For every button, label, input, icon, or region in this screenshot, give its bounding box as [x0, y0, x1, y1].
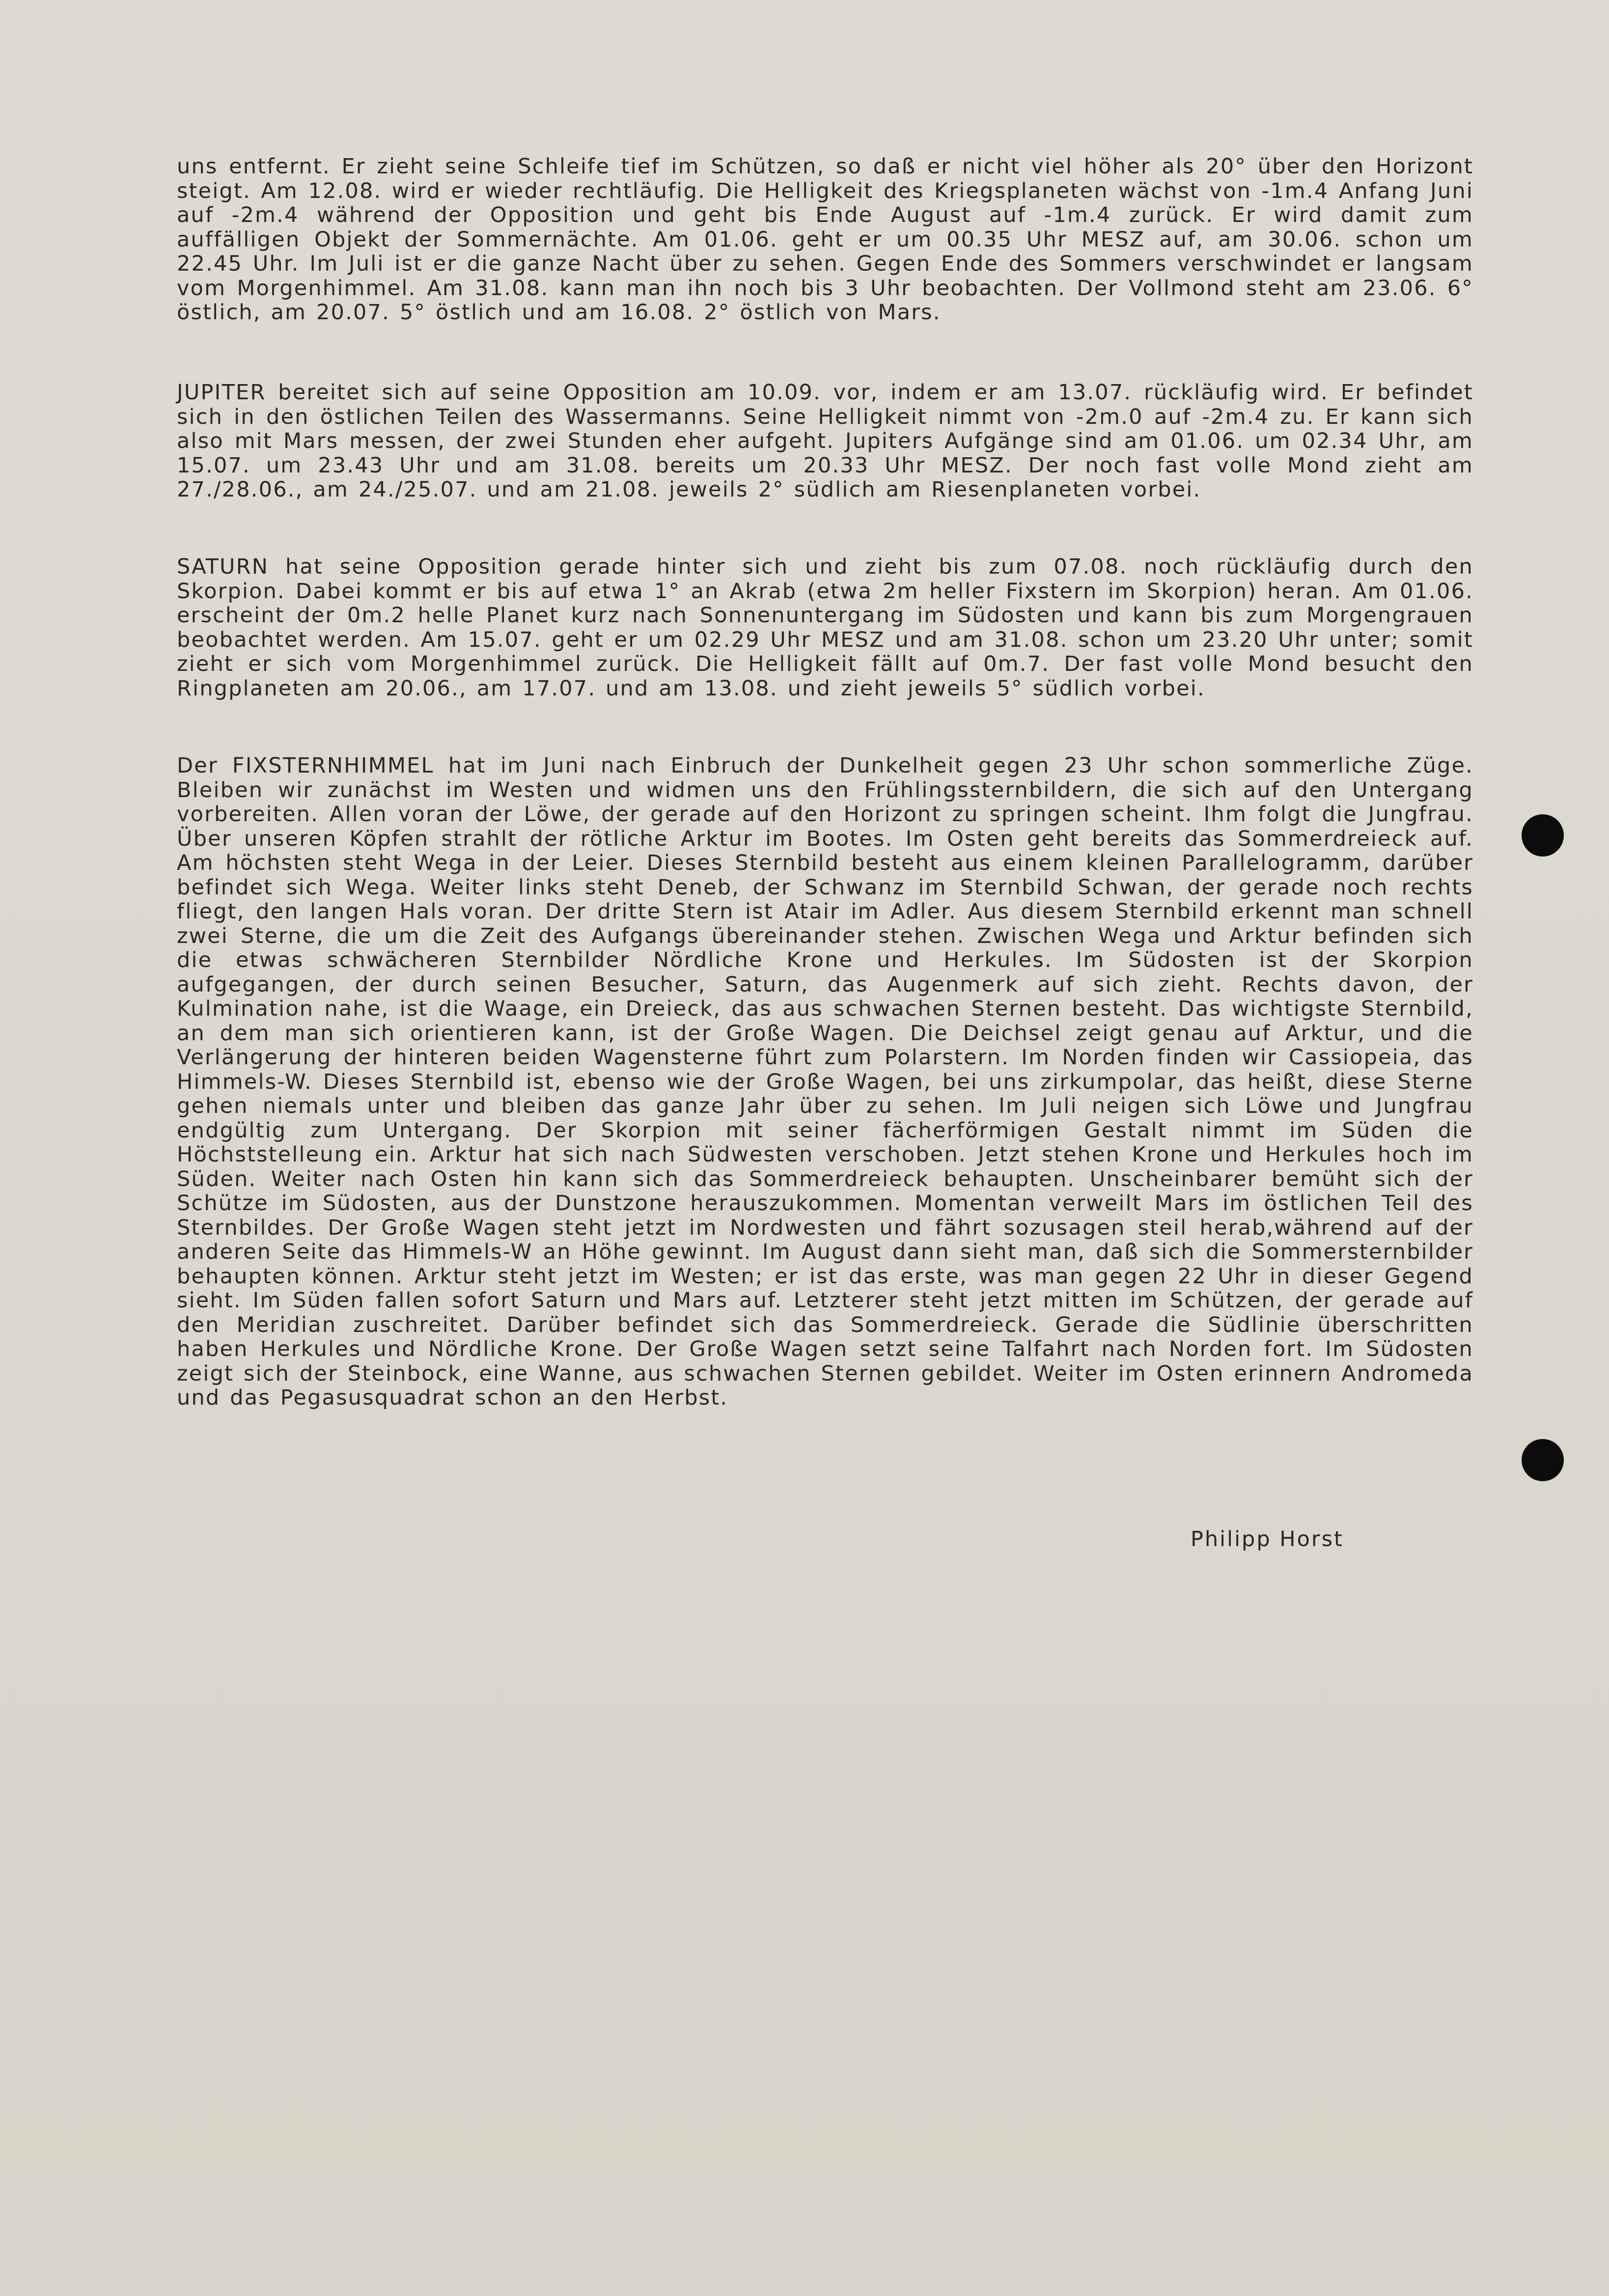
paragraph-mars: uns entfernt. Er zieht seine Schleife tief im Schützen, so daß er nicht viel höher als 20° über den Horizont steigt. Am 12.08. wird er wieder rechtläufig. Die Helligkeit des Kriegsplaneten wächst von -1m.4 Anfang Juni auf -2m.4 während der Opposition und geht bis Ende August auf -1m.4 zurück. Er wird damit zum auffälligen Objekt der Sommernächte. Am 01.06. geht er um 00.35 Uhr MESZ auf, am 30.06. schon um 22.45 Uhr. Im Juli ist er die ganze Nacht über zu sehen. Gegen Ende des Sommers verschwindet er langsam vom Morgenhimmel. Am 31.08. kann man ihn noch bis 3 Uhr beobachten. Der Vollmond steht am 23.06. 6° östlich, am 20.07. 5° östlich und am 16.08. 2° östlich von Mars.	[177, 154, 1473, 325]
author-signature: Philipp Horst	[1191, 1527, 1344, 1551]
punch-hole-bottom	[1522, 1439, 1564, 1481]
paragraph-jupiter: JUPITER bereitet sich auf seine Opposition am 10.09. vor, indem er am 13.07. rückläufig wird. Er befindet sich in den östlichen Teilen des Wassermanns. Seine Helligkeit nimmt von -2m.0 auf -2m.4 zu. Er kann sich also mit Mars messen, der zwei Stunden eher aufgeht. Jupiters Aufgänge sind am 01.06. um 02.34 Uhr, am 15.07. um 23.43 Uhr und am 31.08. bereits um 20.33 Uhr MESZ. Der noch fast volle Mond zieht am 27./28.06., am 24./25.07. und am 21.08. jeweils 2° südlich am Riesenplaneten vorbei.	[177, 380, 1473, 502]
punch-hole-top	[1522, 814, 1564, 857]
paragraph-saturn: SATURN hat seine Opposition gerade hinter sich und zieht bis zum 07.08. noch rückläufig durch den Skorpion. Dabei kommt er bis auf etwa 1° an Akrab (etwa 2m heller Fixstern im Skorpion) heran. Am 01.06. erscheint der 0m.2 helle Planet kurz nach Sonnenuntergang im Südosten und kann bis zum Morgengrauen beobachtet werden. Am 15.07. geht er um 02.29 Uhr MESZ und am 31.08. schon um 23.20 Uhr unter; somit zieht er sich vom Morgenhimmel zurück. Die Helligkeit fällt auf 0m.7. Der fast volle Mond besucht den Ringplaneten am 20.06., am 17.07. und am 13.08. und zieht jeweils 5° südlich vorbei.	[177, 554, 1473, 701]
paragraph-fixsternhimmel: Der FIXSTERNHIMMEL hat im Juni nach Einbruch der Dunkelheit gegen 23 Uhr schon sommerliche Züge. Bleiben wir zunächst im Westen und widmen uns den Frühlingssternbildern, die sich auf den Untergang vorbereiten. Allen voran der Löwe, der gerade auf den Horizont zu springen scheint. Ihm folgt die Jungfrau. Über unseren Köpfen strahlt der rötliche Arktur im Bootes. Im Osten geht bereits das Sommerdreieck auf. Am höchsten steht Wega in der Leier. Dieses Sternbild besteht aus einem kleinen Parallelogramm, darüber befindet sich Wega. Weiter links steht Deneb, der Schwanz im Sternbild Schwan, der gerade noch rechts fliegt, den langen Hals voran. Der dritte Stern ist Atair im Adler. Aus diesem Sternbild erkennt man schnell zwei Sterne, die um die Zeit des Aufgangs übereinander stehen. Zwischen Wega und Arktur befinden sich die etwas schwächeren Sternbilder Nördliche Krone und Herkules. Im Südosten ist der Skorpion aufgegangen, der durch seinen Besucher, Saturn, das Augenmerk auf sich zieht. Rechts davon, der Kulmination nahe, ist die Waage, ein Dreieck, das aus schwachen Sternen besteht. Das wichtigste Sternbild, an dem man sich orientieren kann, ist der Große Wagen. Die Deichsel zeigt genau auf Arktur, und die Verlängerung der hinteren beiden Wagensterne führt zum Polarstern. Im Norden finden wir Cassiopeia, das Himmels-W. Dieses Sternbild ist, ebenso wie der Große Wagen, bei uns zirkumpolar, das heißt, diese Sterne gehen niemals unter und bleiben das ganze Jahr über zu sehen. Im Juli neigen sich Löwe und Jungfrau endgültig zum Untergang. Der Skorpion mit seiner fächerförmigen Gestalt nimmt im Süden die Höchststelleung ein. Arktur hat sich nach Südwesten verschoben. Jetzt stehen Krone und Herkules hoch im Süden. Weiter nach Osten hin kann sich das Sommerdreieck behaupten. Unscheinbarer bemüht sich der Schütze im Südosten, aus der Dunstzone herauszukommen. Momentan verweilt Mars im östlichen Teil des Sternbildes. Der Große Wagen steht jetzt im Nordwesten und fährt sozusagen steil herab,während auf der anderen Seite das Himmels-W an Höhe gewinnt. Im August dann sieht man, daß sich die Sommersternbilder behaupten können. Arktur steht jetzt im Westen; er ist das erste, was man gegen 22 Uhr in dieser Gegend sieht. Im Süden fallen sofort Saturn und Mars auf. Letzterer steht jetzt mitten im Schützen, der gerade auf den Meridian zuschreitet. Darüber befindet sich das Sommerdreieck. Gerade die Südlinie überschritten haben Herkules und Nördliche Krone. Der Große Wagen setzt seine Talfahrt nach Norden fort. Im Südosten zeigt sich der Steinbock, eine Wanne, aus schwachen Sternen gebildet. Weiter im Osten erinnern Andromeda und das Pegasusquadrat schon an den Herbst.	[177, 753, 1473, 1410]
